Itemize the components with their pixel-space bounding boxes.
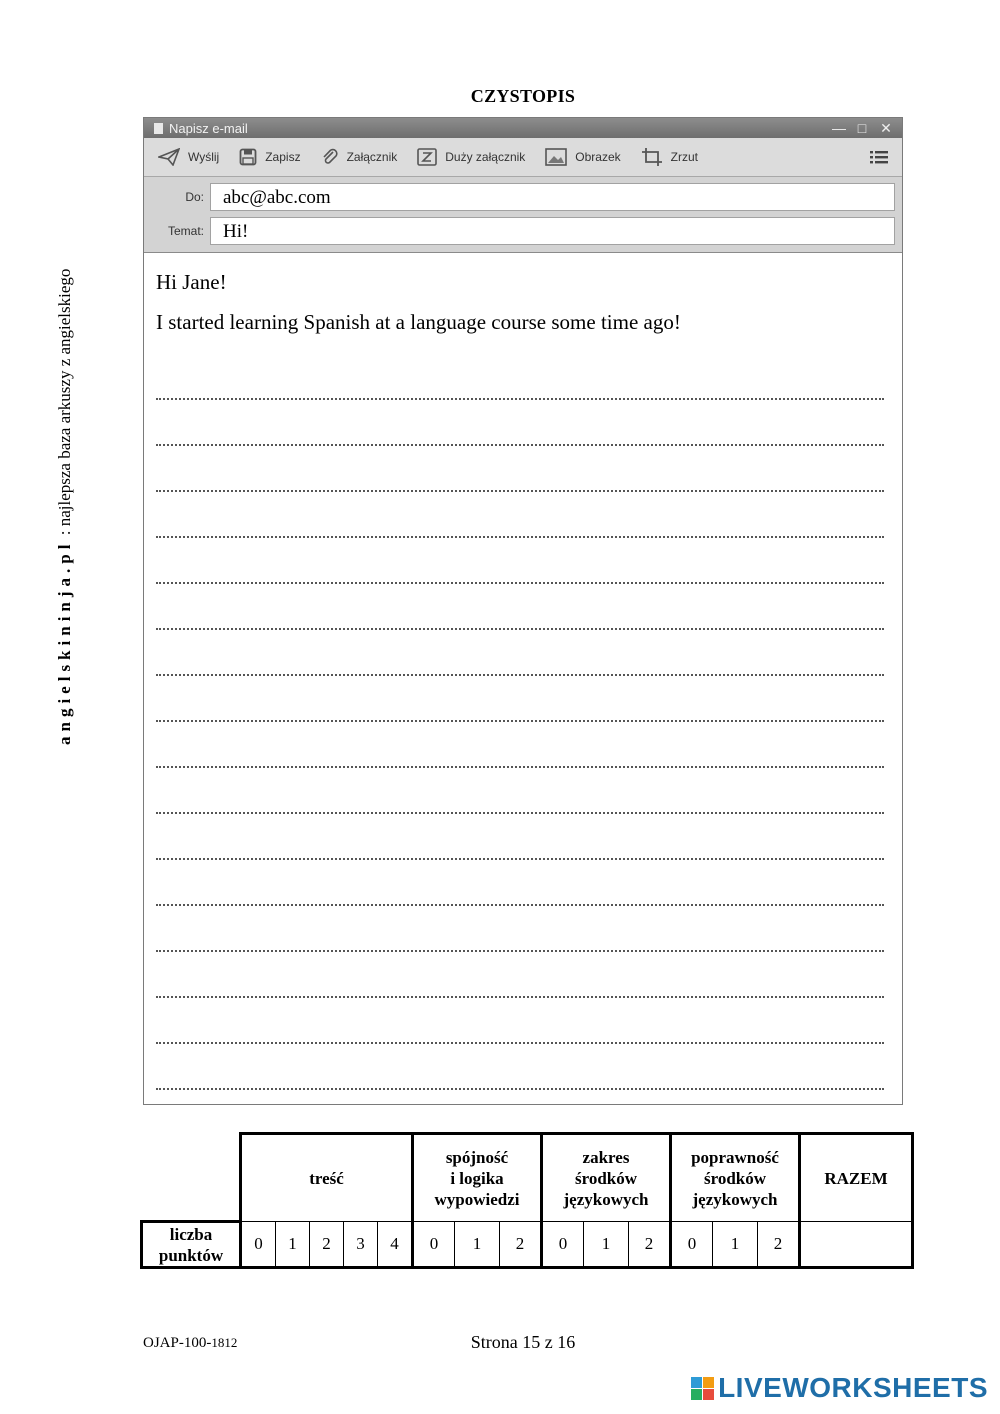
- header-range-line-1: zakres: [582, 1147, 630, 1167]
- address-fields: [144, 177, 902, 253]
- paperclip-icon: [321, 148, 339, 166]
- blank-corner: [142, 1134, 241, 1222]
- image-label: Obrazek: [575, 150, 621, 164]
- writing-line[interactable]: [156, 676, 884, 722]
- email-toolbar: [144, 138, 902, 177]
- header-range-line-3: językowych: [563, 1189, 649, 1209]
- image-icon: [545, 148, 567, 166]
- save-label: Zapisz: [265, 150, 301, 164]
- score-cell[interactable]: 4: [378, 1222, 413, 1268]
- score-cell[interactable]: 0: [671, 1222, 713, 1268]
- writing-line[interactable]: [156, 952, 884, 998]
- row-label-line-2: punktów: [158, 1245, 224, 1265]
- side-brand: angielskininja.pl: [55, 539, 74, 745]
- row-label-line-1: liczba: [169, 1224, 213, 1244]
- send-icon: [158, 148, 180, 166]
- to-label: Do:: [185, 190, 204, 204]
- image-button[interactable]: [545, 148, 620, 166]
- attachment-label: Załącznik: [346, 150, 398, 164]
- side-separator: :: [55, 526, 74, 540]
- score-cell[interactable]: 2: [310, 1222, 344, 1268]
- liveworksheets-watermark: [691, 1372, 988, 1404]
- writing-line[interactable]: [156, 630, 884, 676]
- total-cell[interactable]: [800, 1222, 913, 1268]
- score-cell[interactable]: 0: [542, 1222, 584, 1268]
- header-total: RAZEM: [800, 1134, 913, 1222]
- score-cell[interactable]: 2: [500, 1222, 542, 1268]
- writing-line[interactable]: [156, 768, 884, 814]
- writing-line[interactable]: [156, 814, 884, 860]
- writing-line[interactable]: [156, 722, 884, 768]
- score-cell[interactable]: 1: [713, 1222, 758, 1268]
- score-cell[interactable]: 0: [413, 1222, 455, 1268]
- writing-line[interactable]: [156, 584, 884, 630]
- writing-line[interactable]: [156, 400, 884, 446]
- minimize-icon[interactable]: —: [832, 120, 846, 136]
- writing-line[interactable]: [156, 860, 884, 906]
- score-cell[interactable]: 1: [276, 1222, 310, 1268]
- score-cell[interactable]: 1: [584, 1222, 629, 1268]
- header-coherence-line-2: i logika: [450, 1168, 504, 1188]
- exam-code-suffix: 1812: [211, 1335, 238, 1350]
- page-number: Strona 15 z 16: [470, 1332, 576, 1352]
- liveworksheets-logo-icon: [691, 1377, 714, 1400]
- crop-icon: [641, 147, 663, 167]
- exam-code-main: OJAP-100-: [143, 1335, 212, 1351]
- message-body[interactable]: [144, 253, 902, 1090]
- writing-line[interactable]: [156, 1044, 884, 1090]
- score-cell[interactable]: 2: [758, 1222, 800, 1268]
- header-coherence-line-1: spójność: [445, 1147, 509, 1167]
- send-button[interactable]: [158, 148, 219, 166]
- screenshot-button[interactable]: [641, 147, 698, 167]
- header-accuracy-line-3: językowych: [692, 1189, 778, 1209]
- close-icon[interactable]: ✕: [880, 119, 892, 136]
- page-title: CZYSTOPIS: [470, 86, 576, 106]
- window-controls: [832, 118, 892, 138]
- first-sentence-line: I started learning Spanish at a language course some time ago!: [156, 310, 681, 334]
- large-attachment-label: Duży załącznik: [445, 150, 526, 164]
- subject-row: [148, 215, 895, 247]
- save-button[interactable]: [239, 148, 300, 166]
- screenshot-label: Zrzut: [670, 150, 698, 164]
- email-window: [143, 117, 903, 1105]
- score-cell[interactable]: 2: [629, 1222, 671, 1268]
- header-coherence: [413, 1134, 542, 1222]
- header-accuracy: [671, 1134, 800, 1222]
- header-accuracy-line-2: środków: [703, 1168, 767, 1188]
- list-menu-icon[interactable]: [870, 150, 888, 164]
- send-label: Wyślij: [188, 150, 220, 164]
- score-cell[interactable]: 1: [455, 1222, 500, 1268]
- side-watermark: [53, 185, 77, 745]
- save-icon: [239, 148, 257, 166]
- header-range: [542, 1134, 671, 1222]
- writing-line[interactable]: [156, 492, 884, 538]
- window-titlebar: [144, 118, 902, 138]
- subject-label: Temat:: [167, 224, 204, 238]
- header-range-line-2: środków: [574, 1168, 638, 1188]
- blank-lines: [156, 347, 886, 1090]
- large-attachment-button[interactable]: [417, 148, 525, 166]
- to-row: [148, 181, 895, 213]
- score-table: [140, 1132, 914, 1269]
- to-field[interactable]: abc@abc.com: [210, 183, 895, 211]
- attachment-button[interactable]: [321, 148, 398, 166]
- subject-field[interactable]: Hi!: [210, 217, 895, 245]
- large-attachment-icon: [417, 148, 437, 166]
- greeting-line: Hi Jane!: [156, 270, 227, 294]
- side-tagline: najlepsza baza arkuszy z angielskiego: [55, 268, 74, 527]
- score-cell[interactable]: 0: [241, 1222, 276, 1268]
- writing-line[interactable]: [156, 446, 884, 492]
- maximize-icon[interactable]: □: [857, 120, 867, 136]
- writing-line[interactable]: [156, 538, 884, 584]
- header-coherence-line-3: wypowiedzi: [434, 1189, 520, 1209]
- writing-line[interactable]: [156, 906, 884, 952]
- header-content: treść: [241, 1134, 413, 1222]
- header-accuracy-line-1: poprawność: [691, 1147, 779, 1167]
- liveworksheets-text: LIVEWORKSHEETS: [718, 1372, 988, 1403]
- window-title: Napisz e-mail: [169, 120, 248, 136]
- row-label: [142, 1222, 241, 1268]
- document-icon: [154, 123, 163, 134]
- writing-line[interactable]: [156, 347, 884, 400]
- writing-line[interactable]: [156, 998, 884, 1044]
- score-cell[interactable]: 3: [344, 1222, 378, 1268]
